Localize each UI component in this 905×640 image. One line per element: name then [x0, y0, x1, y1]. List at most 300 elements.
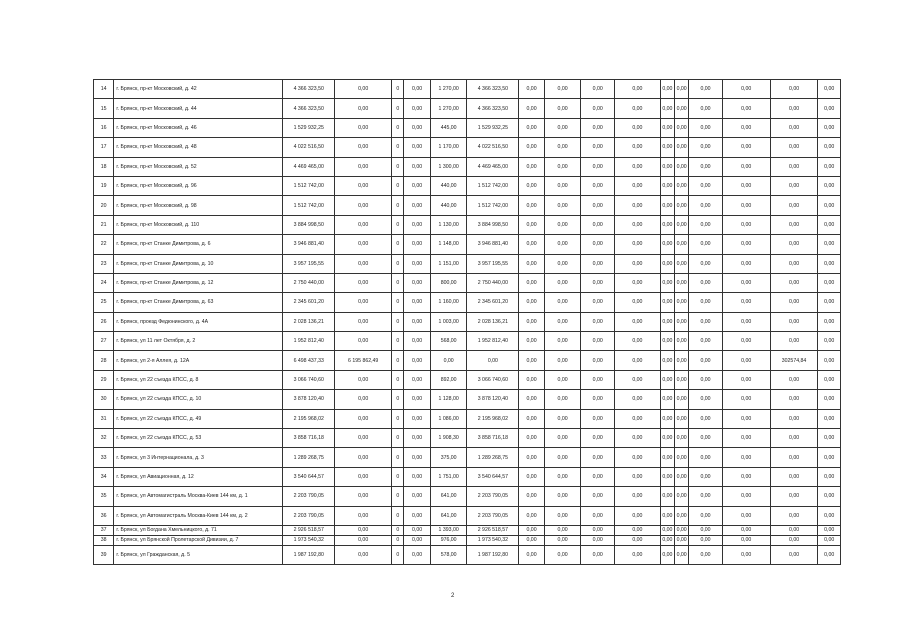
value-cell: 1 130,00: [430, 215, 467, 234]
value-cell: 0,00: [770, 409, 818, 428]
value-cell: 0,00: [675, 525, 689, 535]
value-cell: 0,00: [770, 157, 818, 176]
value-cell: 440,00: [430, 176, 467, 195]
value-cell: 2 195 968,02: [283, 409, 335, 428]
value-cell: 0,00: [675, 80, 689, 99]
value-cell: 0,00: [770, 293, 818, 312]
value-cell: 0,00: [675, 312, 689, 331]
value-cell: 0,00: [770, 273, 818, 292]
value-cell: 0,00: [689, 196, 723, 215]
value-cell: 0: [392, 254, 404, 273]
value-cell: 0,00: [675, 157, 689, 176]
value-cell: 0,00: [519, 409, 544, 428]
value-cell: 0,00: [404, 332, 430, 351]
value-cell: 0,00: [614, 157, 660, 176]
value-cell: 0,00: [722, 429, 770, 448]
value-cell: 3 946 881,40: [283, 235, 335, 254]
value-cell: 0,00: [770, 235, 818, 254]
value-cell: 3 858 716,18: [467, 429, 519, 448]
value-cell: 0,00: [581, 351, 615, 370]
row-number-cell: 35: [94, 487, 114, 506]
value-cell: 0,00: [544, 390, 581, 409]
value-cell: 0,00: [675, 448, 689, 467]
data-table: [93, 79, 841, 565]
page-number: 2: [451, 593, 455, 599]
address-cell: г. Брянск, ул 22 съезда КПСС, д. 8: [114, 370, 283, 389]
table-row: [94, 448, 841, 467]
value-cell: 0,00: [660, 332, 674, 351]
table-body: [94, 80, 841, 565]
value-cell: 0,00: [818, 157, 841, 176]
value-cell: 0,00: [519, 273, 544, 292]
address-cell: г. Брянск, ул Авиационная, д. 12: [114, 467, 283, 486]
row-number-cell: 22: [94, 235, 114, 254]
value-cell: 0,00: [581, 254, 615, 273]
value-cell: 0,00: [675, 467, 689, 486]
value-cell: 0,00: [467, 351, 519, 370]
value-cell: 0,00: [581, 390, 615, 409]
value-cell: 0,00: [675, 545, 689, 564]
value-cell: 0,00: [675, 138, 689, 157]
value-cell: 0,00: [519, 332, 544, 351]
value-cell: 0,00: [614, 390, 660, 409]
value-cell: 0,00: [519, 429, 544, 448]
value-cell: 1 170,00: [430, 138, 467, 157]
value-cell: 0,00: [675, 506, 689, 525]
value-cell: 0,00: [722, 196, 770, 215]
value-cell: 0,00: [519, 293, 544, 312]
value-cell: 0,00: [675, 118, 689, 137]
value-cell: 0,00: [544, 370, 581, 389]
address-cell: г. Брянск, ул 3 Интернационала, д. 3: [114, 448, 283, 467]
value-cell: 0,00: [689, 409, 723, 428]
value-cell: 0,00: [818, 254, 841, 273]
value-cell: 0,00: [818, 448, 841, 467]
value-cell: 1 952 812,40: [467, 332, 519, 351]
value-cell: 0: [392, 332, 404, 351]
value-cell: 0: [392, 409, 404, 428]
value-cell: 0,00: [770, 525, 818, 535]
value-cell: 0,00: [544, 80, 581, 99]
value-cell: 0,00: [818, 351, 841, 370]
value-cell: 0,00: [660, 99, 674, 118]
value-cell: 0,00: [675, 215, 689, 234]
value-cell: 0,00: [770, 429, 818, 448]
value-cell: 0,00: [660, 293, 674, 312]
address-cell: г. Брянск, пр-кт Московский, д. 98: [114, 196, 283, 215]
value-cell: 0,00: [675, 235, 689, 254]
value-cell: 0,00: [614, 370, 660, 389]
value-cell: 0,00: [770, 535, 818, 545]
table-row: [94, 157, 841, 176]
value-cell: 0,00: [689, 254, 723, 273]
table-row: [94, 545, 841, 564]
value-cell: 375,00: [430, 448, 467, 467]
value-cell: 0,00: [335, 525, 392, 535]
value-cell: 0,00: [519, 448, 544, 467]
table-row: [94, 370, 841, 389]
value-cell: 1 148,00: [430, 235, 467, 254]
value-cell: 3 957 195,55: [283, 254, 335, 273]
value-cell: 0,00: [335, 176, 392, 195]
value-cell: 0: [392, 138, 404, 157]
value-cell: 0,00: [675, 196, 689, 215]
value-cell: 0,00: [722, 467, 770, 486]
value-cell: 0,00: [581, 448, 615, 467]
table-row: [94, 215, 841, 234]
address-cell: г. Брянск, пр-кт Станке Димитрова, д. 10: [114, 254, 283, 273]
value-cell: 0,00: [544, 448, 581, 467]
value-cell: 0,00: [722, 80, 770, 99]
value-cell: 0,00: [335, 487, 392, 506]
value-cell: 0,00: [818, 467, 841, 486]
value-cell: 0,00: [770, 370, 818, 389]
value-cell: 0,00: [675, 487, 689, 506]
value-cell: 0,00: [404, 312, 430, 331]
address-cell: г. Брянск, ул Богдана Хмельницкого, д. 71: [114, 525, 283, 535]
value-cell: 0,00: [818, 429, 841, 448]
table-row: [94, 525, 841, 535]
value-cell: 0,00: [660, 448, 674, 467]
value-cell: 0,00: [335, 293, 392, 312]
value-cell: 0,00: [335, 196, 392, 215]
value-cell: 0,00: [689, 215, 723, 234]
value-cell: 2 926 518,57: [283, 525, 335, 535]
address-cell: г. Брянск, ул Гражданская, д. 5: [114, 545, 283, 564]
value-cell: 0,00: [818, 196, 841, 215]
value-cell: 0: [392, 157, 404, 176]
value-cell: 0,00: [722, 157, 770, 176]
value-cell: 0,00: [722, 409, 770, 428]
address-cell: г. Брянск, ул Автомагистраль Москва-Киев 144 км, д. 1: [114, 487, 283, 506]
value-cell: 0,00: [689, 293, 723, 312]
value-cell: 1 529 932,25: [467, 118, 519, 137]
table-row: [94, 235, 841, 254]
value-cell: 0,00: [818, 235, 841, 254]
value-cell: 0,00: [519, 535, 544, 545]
value-cell: 0,00: [519, 467, 544, 486]
value-cell: 0,00: [581, 215, 615, 234]
value-cell: 0,00: [675, 370, 689, 389]
value-cell: 0,00: [689, 487, 723, 506]
value-cell: 0,00: [544, 138, 581, 157]
value-cell: 0,00: [660, 525, 674, 535]
value-cell: 0,00: [335, 138, 392, 157]
value-cell: 0,00: [544, 293, 581, 312]
row-number-cell: 34: [94, 467, 114, 486]
address-cell: г. Брянск, пр-кт Московский, д. 44: [114, 99, 283, 118]
row-number-cell: 25: [94, 293, 114, 312]
address-cell: г. Брянск, ул 2-я Аллея, д. 12А: [114, 351, 283, 370]
value-cell: 0,00: [722, 293, 770, 312]
value-cell: 0,00: [614, 448, 660, 467]
address-cell: г. Брянск, ул Брянской Пролетарской Дивизии, д. 7: [114, 535, 283, 545]
value-cell: 6 195 862,49: [335, 351, 392, 370]
value-cell: 0: [392, 390, 404, 409]
value-cell: 0,00: [614, 535, 660, 545]
table-row: [94, 487, 841, 506]
value-cell: 0,00: [689, 176, 723, 195]
value-cell: 0: [392, 215, 404, 234]
value-cell: 0,00: [689, 525, 723, 535]
value-cell: 3 066 740,60: [283, 370, 335, 389]
value-cell: 0,00: [404, 429, 430, 448]
value-cell: 0,00: [770, 312, 818, 331]
table-row: [94, 535, 841, 545]
value-cell: 1 128,00: [430, 390, 467, 409]
value-cell: 1 908,30: [430, 429, 467, 448]
value-cell: 4 366 323,50: [283, 80, 335, 99]
value-cell: 0,00: [404, 80, 430, 99]
value-cell: 0,00: [660, 409, 674, 428]
row-number-cell: 29: [94, 370, 114, 389]
value-cell: 0,00: [614, 138, 660, 157]
table-row: [94, 118, 841, 137]
value-cell: 0,00: [660, 196, 674, 215]
table-row: [94, 467, 841, 486]
value-cell: 0,00: [614, 235, 660, 254]
value-cell: 0,00: [581, 467, 615, 486]
value-cell: 1 987 192,80: [283, 545, 335, 564]
value-cell: 0,00: [614, 118, 660, 137]
value-cell: 0,00: [689, 99, 723, 118]
value-cell: 0,00: [581, 506, 615, 525]
table-row: [94, 138, 841, 157]
value-cell: 0: [392, 429, 404, 448]
value-cell: 0,00: [818, 332, 841, 351]
value-cell: 0,00: [404, 293, 430, 312]
value-cell: 4 469 465,00: [467, 157, 519, 176]
value-cell: 0,00: [722, 312, 770, 331]
value-cell: 568,00: [430, 332, 467, 351]
value-cell: 1 393,00: [430, 525, 467, 535]
value-cell: 0,00: [519, 138, 544, 157]
value-cell: 0,00: [404, 545, 430, 564]
value-cell: 0,00: [660, 215, 674, 234]
value-cell: 0,00: [818, 176, 841, 195]
value-cell: 0,00: [544, 235, 581, 254]
value-cell: 0: [392, 506, 404, 525]
value-cell: 2 203 790,05: [467, 487, 519, 506]
row-number-cell: 16: [94, 118, 114, 137]
value-cell: 0,00: [519, 118, 544, 137]
value-cell: 0,00: [675, 176, 689, 195]
value-cell: 0,00: [660, 390, 674, 409]
value-cell: 0,00: [770, 215, 818, 234]
value-cell: 0,00: [770, 196, 818, 215]
value-cell: 0,00: [722, 332, 770, 351]
value-cell: 0,00: [689, 467, 723, 486]
value-cell: 0,00: [675, 429, 689, 448]
row-number-cell: 36: [94, 506, 114, 525]
value-cell: 0,00: [519, 157, 544, 176]
table-row: [94, 351, 841, 370]
value-cell: 0,00: [581, 157, 615, 176]
value-cell: 0,00: [404, 487, 430, 506]
value-cell: 1 512 742,00: [283, 196, 335, 215]
value-cell: 0,00: [335, 409, 392, 428]
value-cell: 3 884 998,50: [283, 215, 335, 234]
value-cell: 0,00: [818, 273, 841, 292]
value-cell: 0,00: [614, 312, 660, 331]
value-cell: 0,00: [614, 254, 660, 273]
value-cell: 0,00: [544, 487, 581, 506]
value-cell: 0,00: [770, 99, 818, 118]
value-cell: 4 469 465,00: [283, 157, 335, 176]
value-cell: 445,00: [430, 118, 467, 137]
table-row: [94, 293, 841, 312]
value-cell: 0: [392, 273, 404, 292]
value-cell: 0,00: [660, 254, 674, 273]
value-cell: 4 366 323,50: [283, 99, 335, 118]
value-cell: 0,00: [544, 545, 581, 564]
value-cell: 2 345 601,20: [283, 293, 335, 312]
value-cell: 0,00: [660, 157, 674, 176]
value-cell: 2 345 601,20: [467, 293, 519, 312]
address-cell: г. Брянск, пр-кт Московский, д. 42: [114, 80, 283, 99]
value-cell: 0,00: [722, 138, 770, 157]
value-cell: 0,00: [404, 235, 430, 254]
value-cell: 0,00: [660, 370, 674, 389]
value-cell: 2 028 136,21: [467, 312, 519, 331]
row-number-cell: 27: [94, 332, 114, 351]
value-cell: 2 926 518,57: [467, 525, 519, 535]
value-cell: 3 884 998,50: [467, 215, 519, 234]
value-cell: 0,00: [335, 535, 392, 545]
value-cell: 0,00: [675, 390, 689, 409]
value-cell: 0,00: [581, 293, 615, 312]
table-row: [94, 99, 841, 118]
value-cell: 0,00: [770, 467, 818, 486]
value-cell: 0,00: [430, 351, 467, 370]
address-cell: г. Брянск, пр-кт Станке Димитрова, д. 6: [114, 235, 283, 254]
value-cell: 892,00: [430, 370, 467, 389]
value-cell: 4 022 516,50: [467, 138, 519, 157]
value-cell: 0,00: [614, 487, 660, 506]
value-cell: 0,00: [335, 429, 392, 448]
value-cell: 0,00: [581, 545, 615, 564]
value-cell: 0,00: [335, 448, 392, 467]
value-cell: 0,00: [660, 118, 674, 137]
row-number-cell: 28: [94, 351, 114, 370]
value-cell: 0,00: [660, 235, 674, 254]
address-cell: г. Брянск, проезд Федюнинского, д. 4А: [114, 312, 283, 331]
value-cell: 0,00: [689, 118, 723, 137]
value-cell: 0,00: [675, 293, 689, 312]
row-number-cell: 14: [94, 80, 114, 99]
value-cell: 2 203 790,05: [283, 487, 335, 506]
value-cell: 0,00: [614, 273, 660, 292]
row-number-cell: 17: [94, 138, 114, 157]
value-cell: 0,00: [660, 138, 674, 157]
value-cell: 0,00: [614, 545, 660, 564]
value-cell: 0,00: [675, 409, 689, 428]
address-cell: г. Брянск, ул 22 съезда КПСС, д. 10: [114, 390, 283, 409]
value-cell: 0,00: [818, 370, 841, 389]
value-cell: 0,00: [722, 351, 770, 370]
value-cell: 0,00: [818, 99, 841, 118]
value-cell: 0,00: [581, 312, 615, 331]
value-cell: 0,00: [689, 235, 723, 254]
table-row: [94, 273, 841, 292]
value-cell: 0,00: [544, 273, 581, 292]
value-cell: 0,00: [818, 138, 841, 157]
value-cell: 0,00: [614, 467, 660, 486]
value-cell: 0,00: [722, 99, 770, 118]
value-cell: 0,00: [404, 99, 430, 118]
value-cell: 1 512 742,00: [467, 196, 519, 215]
value-cell: 0,00: [404, 176, 430, 195]
value-cell: 0,00: [544, 254, 581, 273]
value-cell: 0,00: [818, 390, 841, 409]
value-cell: 1 952 812,40: [283, 332, 335, 351]
table-row: [94, 254, 841, 273]
value-cell: 0,00: [675, 351, 689, 370]
value-cell: 0,00: [770, 545, 818, 564]
row-number-cell: 26: [94, 312, 114, 331]
value-cell: 0: [392, 525, 404, 535]
value-cell: 0,00: [675, 99, 689, 118]
row-number-cell: 39: [94, 545, 114, 564]
value-cell: 3 878 120,40: [283, 390, 335, 409]
value-cell: 0,00: [581, 138, 615, 157]
value-cell: 0,00: [689, 429, 723, 448]
address-cell: г. Брянск, пр-кт Московский, д. 52: [114, 157, 283, 176]
value-cell: 0,00: [544, 215, 581, 234]
value-cell: 0,00: [818, 525, 841, 535]
value-cell: 0,00: [660, 312, 674, 331]
value-cell: 0,00: [519, 370, 544, 389]
value-cell: 0,00: [335, 332, 392, 351]
table-row: [94, 429, 841, 448]
value-cell: 0,00: [544, 312, 581, 331]
value-cell: 0,00: [660, 506, 674, 525]
value-cell: 0,00: [722, 545, 770, 564]
value-cell: 0,00: [404, 215, 430, 234]
value-cell: 0,00: [722, 215, 770, 234]
table-row: [94, 80, 841, 99]
value-cell: 1 289 268,75: [283, 448, 335, 467]
value-cell: 0,00: [404, 448, 430, 467]
address-cell: г. Брянск, пр-кт Московский, д. 110: [114, 215, 283, 234]
value-cell: 0,00: [614, 80, 660, 99]
value-cell: 0,00: [614, 99, 660, 118]
value-cell: 1 270,00: [430, 80, 467, 99]
value-cell: 0,00: [818, 293, 841, 312]
value-cell: 0: [392, 535, 404, 545]
table-row: [94, 312, 841, 331]
value-cell: 0,00: [335, 254, 392, 273]
value-cell: 0,00: [519, 235, 544, 254]
value-cell: 0,00: [689, 448, 723, 467]
value-cell: 0,00: [689, 535, 723, 545]
value-cell: 0,00: [404, 467, 430, 486]
value-cell: 0,00: [544, 118, 581, 137]
value-cell: 0: [392, 235, 404, 254]
value-cell: 0,00: [614, 215, 660, 234]
row-number-cell: 23: [94, 254, 114, 273]
value-cell: 0,00: [544, 351, 581, 370]
value-cell: 0,00: [722, 448, 770, 467]
value-cell: 0,00: [544, 99, 581, 118]
value-cell: 0,00: [335, 312, 392, 331]
value-cell: 2 750 440,00: [467, 273, 519, 292]
address-cell: г. Брянск, ул 11 лет Октября, д. 2: [114, 332, 283, 351]
row-number-cell: 30: [94, 390, 114, 409]
value-cell: 0,00: [770, 118, 818, 137]
value-cell: 0,00: [818, 80, 841, 99]
value-cell: 0,00: [689, 312, 723, 331]
